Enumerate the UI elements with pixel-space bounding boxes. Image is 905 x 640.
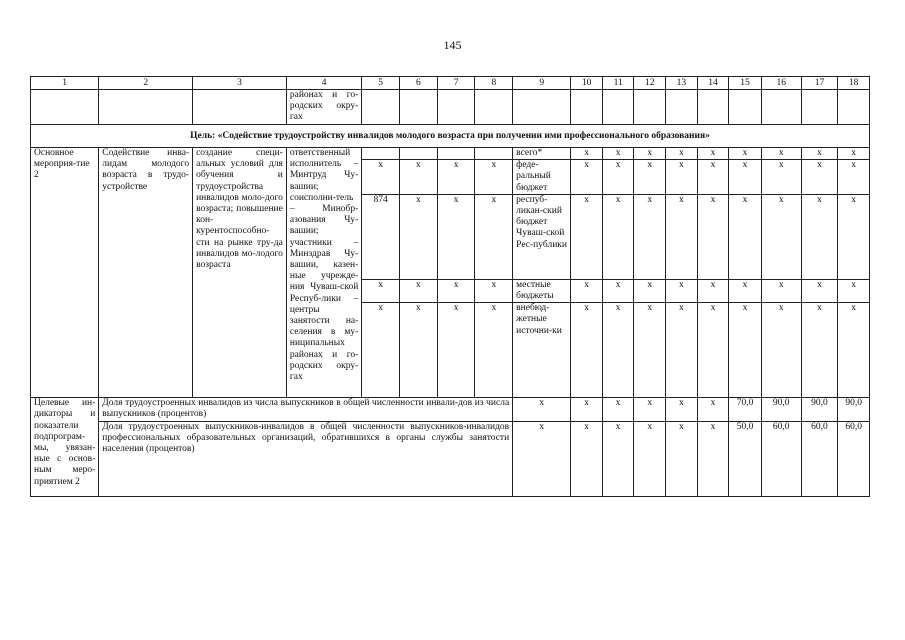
indicator-row <box>31 421 870 496</box>
funding-source: внебюд-жетные источни-ки <box>513 303 571 398</box>
continuation-row <box>31 90 870 125</box>
value-cell: x <box>729 160 762 195</box>
value-cell: 60,0 <box>801 421 838 496</box>
value-cell: x <box>838 160 870 195</box>
value-cell: 60,0 <box>838 421 870 496</box>
col-header: 9 <box>513 77 571 90</box>
value-cell: x <box>801 148 838 160</box>
value-cell: x <box>634 398 666 421</box>
budget-code-cell: x <box>475 303 513 398</box>
budget-code-cell: x <box>437 279 475 302</box>
value-cell: x <box>697 421 729 496</box>
indicator-text: Доля трудоустроенных выпускников-инвалидов в общей численности выпускников-инвалидов профессиональных образовательных организаций, обратившихся в органы службы занятости населения (процентов) <box>99 421 513 496</box>
funding-source: респуб-ликан-ский бюджет Чуваш-ской Рес-публики <box>513 194 571 279</box>
value-cell: 50,0 <box>729 421 762 496</box>
budget-code-cell <box>400 148 438 160</box>
value-cell: x <box>634 148 666 160</box>
value-cell: x <box>838 148 870 160</box>
activity-executors: ответственный исполнитель – Минтруд Чу-вашии; соисполни-тель – Минобр-азования Чу-вашии; участники – Минздрав Чу-вашии, казен-ные учрежде-ния Чуваш-ской Респуб-лики – центры занятости на-селения в му-ниципальных районах и го-родских окру-гах <box>286 148 361 398</box>
col-header: 8 <box>475 77 513 90</box>
value-cell: x <box>571 148 603 160</box>
budget-code-cell: 874 <box>362 194 400 279</box>
budget-code-cell: x <box>475 279 513 302</box>
indicator-text: Доля трудоустроенных инвалидов из числа выпускников в общей численности инвали-дов из числа выпускников (процентов) <box>99 398 513 421</box>
continuation-cell: районах и го-родских окру-гах <box>286 90 361 125</box>
value-cell: x <box>761 303 801 398</box>
goal-row <box>31 125 870 148</box>
value-cell: x <box>801 160 838 195</box>
value-cell: x <box>729 303 762 398</box>
col-header: 16 <box>761 77 801 90</box>
value-cell: x <box>697 303 729 398</box>
activity-type: Основное мероприя-тие 2 <box>31 148 99 398</box>
budget-code-cell: x <box>362 279 400 302</box>
funding-source: феде-ральный бюджет <box>513 160 571 195</box>
activity-description: создание специ-альных условий для обучения и трудоустройства инвалидов моло-дого возраста; повышение кон-курентоспособно-сти на рынке тру-да инвалидов мо-лодого возраста <box>193 148 287 398</box>
value-cell: x <box>801 303 838 398</box>
goal-text: Цель: «Содействие трудоустройству инвалидов молодого возраста при получении ими профессионального образования» <box>31 125 870 148</box>
col-header: 4 <box>286 77 361 90</box>
value-cell: x <box>838 279 870 302</box>
value-cell: x <box>666 279 698 302</box>
value-cell: x <box>571 303 603 398</box>
value-cell: x <box>838 303 870 398</box>
value-cell: x <box>602 279 634 302</box>
value-cell: x <box>571 421 603 496</box>
activity-row <box>31 148 870 160</box>
value-cell: 90,0 <box>761 398 801 421</box>
value-cell: x <box>761 279 801 302</box>
value-cell: x <box>571 194 603 279</box>
value-cell: x <box>729 194 762 279</box>
value-cell: x <box>697 398 729 421</box>
budget-code-cell: x <box>400 279 438 302</box>
value-cell: x <box>697 194 729 279</box>
value-cell: x <box>571 160 603 195</box>
value-cell: x <box>761 194 801 279</box>
value-cell: x <box>697 160 729 195</box>
program-table <box>30 76 870 497</box>
col-header: 7 <box>437 77 475 90</box>
value-cell: x <box>838 194 870 279</box>
value-cell: 60,0 <box>761 421 801 496</box>
col-header: 14 <box>697 77 729 90</box>
value-cell: x <box>571 398 603 421</box>
budget-code-cell: x <box>475 160 513 195</box>
value-cell: x <box>666 398 698 421</box>
value-cell: x <box>602 160 634 195</box>
col-header: 5 <box>362 77 400 90</box>
value-cell: x <box>666 194 698 279</box>
value-cell: x <box>666 160 698 195</box>
value-cell: x <box>602 421 634 496</box>
page-number: 145 <box>443 38 462 52</box>
value-cell: x <box>761 148 801 160</box>
indicator-source: x <box>513 421 571 496</box>
value-cell: x <box>801 194 838 279</box>
indicator-row <box>31 398 870 421</box>
budget-code-cell <box>362 148 400 160</box>
budget-code-cell: x <box>475 194 513 279</box>
budget-code-cell: x <box>362 160 400 195</box>
col-header: 15 <box>729 77 762 90</box>
value-cell: x <box>666 421 698 496</box>
budget-code-cell: x <box>437 194 475 279</box>
budget-code-cell: x <box>437 160 475 195</box>
value-cell: x <box>602 148 634 160</box>
value-cell: x <box>634 160 666 195</box>
value-cell: x <box>666 148 698 160</box>
funding-source: всего* <box>513 148 571 160</box>
value-cell: 70,0 <box>729 398 762 421</box>
value-cell: x <box>801 279 838 302</box>
col-header: 11 <box>602 77 634 90</box>
value-cell: 90,0 <box>801 398 838 421</box>
value-cell: x <box>602 194 634 279</box>
value-cell: x <box>761 160 801 195</box>
value-cell: x <box>602 398 634 421</box>
value-cell: x <box>602 303 634 398</box>
budget-code-cell: x <box>437 303 475 398</box>
col-header: 18 <box>838 77 870 90</box>
budget-code-cell <box>475 148 513 160</box>
budget-code-cell: x <box>400 194 438 279</box>
col-header: 3 <box>193 77 287 90</box>
value-cell: x <box>729 279 762 302</box>
col-header: 1 <box>31 77 99 90</box>
value-cell: x <box>697 148 729 160</box>
value-cell: x <box>634 194 666 279</box>
indicators-label: Целевые ин-дикаторы и показатели подпрограм-мы, увязан-ные с основ-ным меро-приятием 2 <box>31 398 99 496</box>
budget-code-cell: x <box>362 303 400 398</box>
value-cell: x <box>634 279 666 302</box>
activity-name: Содействие инва-лидам молодого возраста в трудо-устройстве <box>99 148 193 398</box>
value-cell: x <box>571 279 603 302</box>
column-number-row <box>31 77 870 90</box>
value-cell: x <box>666 303 698 398</box>
col-header: 13 <box>666 77 698 90</box>
budget-code-cell: x <box>400 303 438 398</box>
col-header: 6 <box>400 77 438 90</box>
funding-source: местные бюджеты <box>513 279 571 302</box>
budget-code-cell <box>437 148 475 160</box>
col-header: 2 <box>99 77 193 90</box>
col-header: 17 <box>801 77 838 90</box>
value-cell: x <box>634 303 666 398</box>
value-cell: 90,0 <box>838 398 870 421</box>
value-cell: x <box>634 421 666 496</box>
budget-code-cell: x <box>400 160 438 195</box>
value-cell: x <box>697 279 729 302</box>
indicator-source: x <box>513 398 571 421</box>
col-header: 12 <box>634 77 666 90</box>
value-cell: x <box>729 148 762 160</box>
col-header: 10 <box>571 77 603 90</box>
